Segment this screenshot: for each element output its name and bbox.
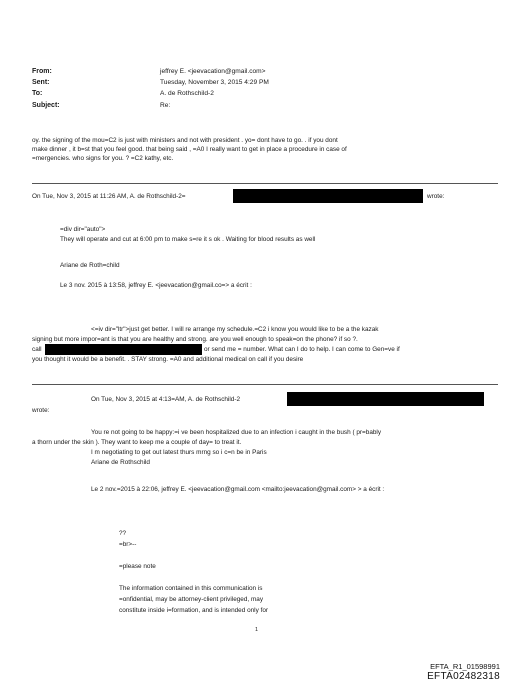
signature: Ariane de Rothschild — [91, 459, 150, 466]
body-line: =br>-- — [119, 541, 137, 548]
body-line: =please note — [119, 563, 156, 570]
from-value: jeffrey E. <jeevacation@gmail.com> — [160, 68, 266, 75]
sent-label: Sent: — [32, 79, 50, 86]
quote-header-wrote: wrote: — [32, 407, 50, 414]
body-line: oy. the signing of the mou=C2 is just with ministers and not with president . yo= dont have to go. . if you dont — [32, 137, 338, 144]
quote-header: On Tue, Nov 3, 2015 at 4:13=AM, A. de Rothschild-2 — [91, 396, 241, 403]
quote-header-wrote: wrote: — [427, 193, 445, 200]
redaction-box — [45, 344, 202, 355]
redaction-box — [287, 392, 484, 406]
document-id: EFTA02482318 — [427, 671, 500, 682]
body-line: =div dir="auto"> — [60, 226, 106, 233]
body-line: you thought it would be a benefit. . STAY strong. =A0 and additional medical on call if you desire — [32, 356, 304, 363]
page-number: 1 — [255, 627, 259, 633]
subject-label: Subject: — [32, 102, 60, 109]
to-label: To: — [32, 90, 43, 97]
sent-value: Tuesday, November 3, 2015 4:29 PM — [160, 79, 269, 86]
body-line: ?? — [119, 530, 127, 537]
subject-value: Re: — [160, 102, 171, 109]
body-line: a thorn under the skin ). They want to keep me a couple of day= to treat it. — [32, 439, 242, 446]
body-line: They will operate and cut at 6:00 pm to make s=re it s ok . Waiting for blood results as well — [60, 236, 316, 243]
body-line: <=iv dir="ltr">just get better. I will re arrange my schedule.=C2 i know you would like to be a the kazak — [91, 326, 379, 333]
body-line: =mergencies. who signs for you. ? =C2 kathy, etc. — [32, 155, 174, 162]
quote-header: Le 3 nov. 2015 à 13:58, jeffrey E. <jeevacation@gmail.co=> a écrit : — [60, 282, 252, 289]
body-line: or send me = number. What can I do to help. I can come to Gen=ve if — [204, 346, 400, 353]
signature: Ariane de Roth=child — [60, 262, 120, 269]
quote-header: On Tue, Nov 3, 2015 at 11:26 AM, A. de Rothschild-2= — [32, 193, 186, 200]
disclaimer-line: The information contained in this communication is — [119, 585, 263, 592]
disclaimer-line: =onfidential, may be attorney-client privileged, may — [119, 596, 264, 603]
body-line: signing but more impor=ant is that you are healthy and strong. are you well enough to speak=on the phone? if so ?. — [32, 336, 358, 343]
separator-rule — [32, 384, 498, 385]
body-line: call — [32, 346, 42, 353]
document-id: EFTA_R1_01598991 — [430, 662, 500, 671]
disclaimer-line: constitute inside i=formation, and is intended only for — [119, 607, 269, 614]
body-line: You re not going to be happy:=i ve been hospitalized due to an infection i caught in the bush ( pr=bably — [91, 429, 382, 436]
to-value: A. de Rothschild-2 — [160, 90, 214, 97]
body-line: make dinner , it b=st that you feel good. that being said , =A0 I really want to get in place a procedure in case of — [32, 146, 347, 153]
from-label: From: — [32, 68, 52, 75]
separator-rule — [32, 183, 498, 184]
body-line: I m negotiating to get out latest thurs mrng so i c=n be in Paris — [91, 449, 267, 456]
quote-header: Le 2 nov.=2015 à 22:06, jeffrey E. <jeevacation@gmail.com <mailto:jeevacation@gmail.com> > a écrit : — [91, 486, 385, 493]
redaction-box — [233, 189, 423, 203]
